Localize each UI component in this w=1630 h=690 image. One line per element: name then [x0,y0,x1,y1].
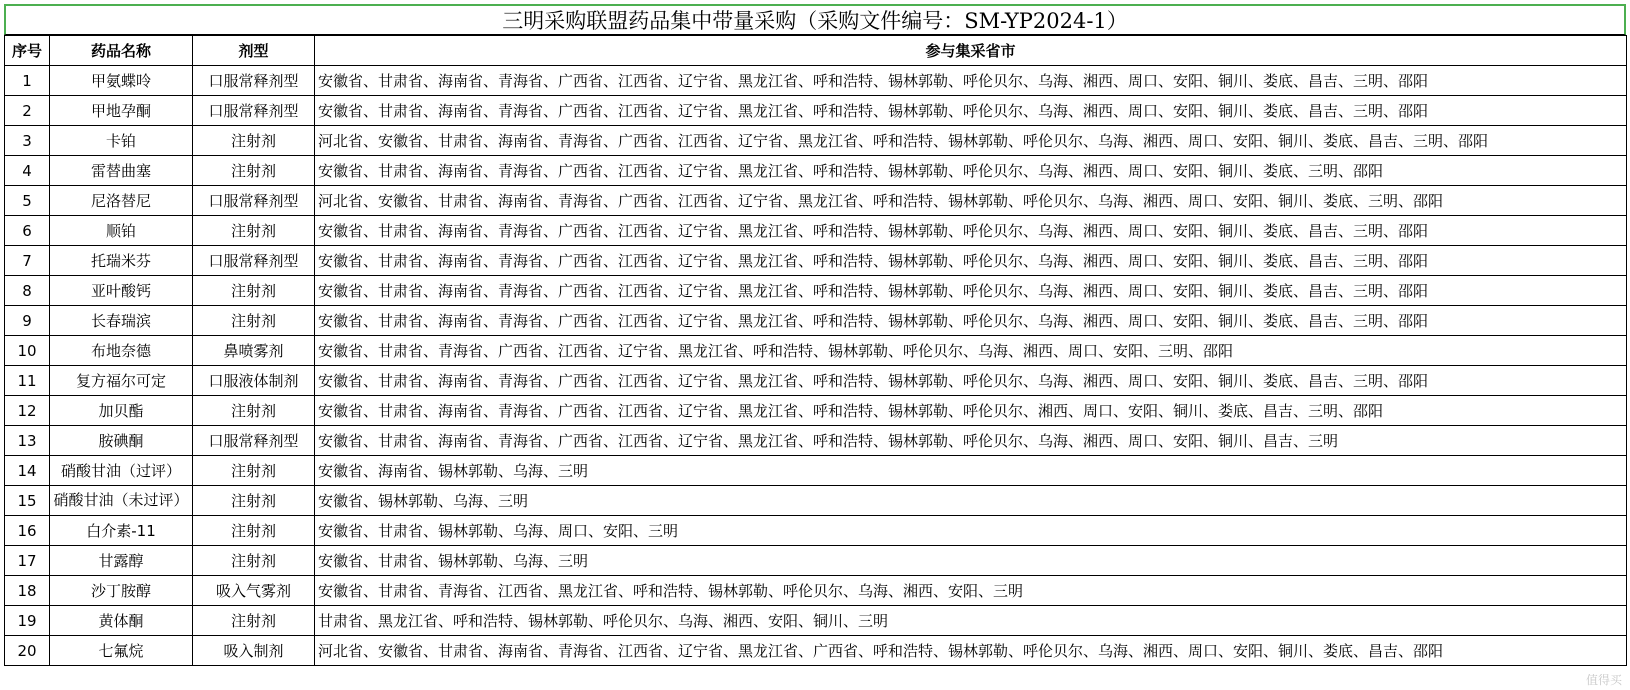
cell-no[interactable]: 18 [5,576,50,606]
cell-no[interactable]: 20 [5,636,50,666]
cell-no[interactable]: 13 [5,426,50,456]
cell-no[interactable]: 9 [5,306,50,336]
cell-drug-name[interactable]: 长春瑞滨 [50,306,193,336]
cell-no[interactable]: 12 [5,396,50,426]
table-row [5,366,1627,396]
cell-dosage-form[interactable]: 注射剂 [193,306,315,336]
sheet-title[interactable]: 三明采购联盟药品集中带量采购（采购文件编号：SM-YP2024-1） [4,4,1626,35]
cell-regions[interactable]: 安徽省、甘肃省、海南省、青海省、广西省、江西省、辽宁省、黑龙江省、呼和浩特、锡林郭勒、呼伦贝尔、乌海、湘西、周口、安阳、铜川、昌吉、三明 [315,426,1627,456]
table-row [5,456,1627,486]
cell-drug-name[interactable]: 黄体酮 [50,606,193,636]
cell-no[interactable]: 7 [5,246,50,276]
table-row [5,306,1627,336]
cell-dosage-form[interactable]: 注射剂 [193,126,315,156]
cell-no[interactable]: 3 [5,126,50,156]
cell-regions[interactable]: 安徽省、甘肃省、青海省、广西省、江西省、辽宁省、黑龙江省、呼和浩特、锡林郭勒、呼伦贝尔、乌海、湘西、周口、安阳、三明、邵阳 [315,336,1627,366]
cell-dosage-form[interactable]: 口服常释剂型 [193,186,315,216]
cell-dosage-form[interactable]: 注射剂 [193,216,315,246]
cell-regions[interactable]: 安徽省、甘肃省、青海省、江西省、黑龙江省、呼和浩特、锡林郭勒、呼伦贝尔、乌海、湘西、安阳、三明 [315,576,1627,606]
cell-drug-name[interactable]: 硝酸甘油（未过评） [50,486,193,516]
cell-dosage-form[interactable]: 口服液体制剂 [193,366,315,396]
table-row [5,636,1627,666]
cell-regions[interactable]: 河北省、安徽省、甘肃省、海南省、青海省、广西省、江西省、辽宁省、黑龙江省、呼和浩特、锡林郭勒、呼伦贝尔、乌海、湘西、周口、安阳、铜川、娄底、昌吉、三明、邵阳 [315,126,1627,156]
cell-dosage-form[interactable]: 注射剂 [193,276,315,306]
cell-no[interactable]: 14 [5,456,50,486]
watermark: 值得买 [1585,673,1622,687]
cell-no[interactable]: 19 [5,606,50,636]
cell-dosage-form[interactable]: 鼻喷雾剂 [193,336,315,366]
cell-drug-name[interactable]: 雷替曲塞 [50,156,193,186]
table-row [5,336,1627,366]
cell-regions[interactable]: 河北省、安徽省、甘肃省、海南省、青海省、广西省、江西省、辽宁省、黑龙江省、呼和浩特、锡林郭勒、呼伦贝尔、乌海、湘西、周口、安阳、铜川、娄底、三明、邵阳 [315,186,1627,216]
cell-regions[interactable]: 河北省、安徽省、甘肃省、海南省、青海省、江西省、辽宁省、黑龙江省、广西省、呼和浩特、锡林郭勒、呼伦贝尔、乌海、湘西、周口、安阳、铜川、娄底、昌吉、邵阳 [315,636,1627,666]
table-row [5,156,1627,186]
table-row [5,96,1627,126]
cell-dosage-form[interactable]: 注射剂 [193,606,315,636]
cell-no[interactable]: 16 [5,516,50,546]
cell-no[interactable]: 1 [5,66,50,96]
cell-no[interactable]: 5 [5,186,50,216]
cell-regions[interactable]: 安徽省、锡林郭勒、乌海、三明 [315,486,1627,516]
header-dosage-form[interactable]: 剂型 [193,36,315,66]
cell-drug-name[interactable]: 胺碘酮 [50,426,193,456]
cell-regions[interactable]: 安徽省、甘肃省、海南省、青海省、广西省、江西省、辽宁省、黑龙江省、呼和浩特、锡林郭勒、呼伦贝尔、乌海、湘西、周口、安阳、铜川、娄底、昌吉、三明、邵阳 [315,366,1627,396]
cell-no[interactable]: 17 [5,546,50,576]
cell-drug-name[interactable]: 加贝酯 [50,396,193,426]
header-row [5,36,1627,66]
cell-dosage-form[interactable]: 注射剂 [193,486,315,516]
cell-dosage-form[interactable]: 注射剂 [193,396,315,426]
cell-dosage-form[interactable]: 注射剂 [193,156,315,186]
cell-dosage-form[interactable]: 注射剂 [193,546,315,576]
cell-dosage-form[interactable]: 口服常释剂型 [193,96,315,126]
cell-drug-name[interactable]: 白介素-11 [50,516,193,546]
cell-no[interactable]: 11 [5,366,50,396]
cell-regions[interactable]: 安徽省、甘肃省、海南省、青海省、广西省、江西省、辽宁省、黑龙江省、呼和浩特、锡林郭勒、呼伦贝尔、乌海、湘西、周口、安阳、铜川、娄底、昌吉、三明、邵阳 [315,276,1627,306]
cell-dosage-form[interactable]: 口服常释剂型 [193,426,315,456]
cell-drug-name[interactable]: 甘露醇 [50,546,193,576]
cell-dosage-form[interactable]: 吸入制剂 [193,636,315,666]
cell-no[interactable]: 6 [5,216,50,246]
cell-regions[interactable]: 安徽省、甘肃省、海南省、青海省、广西省、江西省、辽宁省、黑龙江省、呼和浩特、锡林郭勒、呼伦贝尔、乌海、湘西、周口、安阳、铜川、娄底、昌吉、三明、邵阳 [315,66,1627,96]
cell-drug-name[interactable]: 布地奈德 [50,336,193,366]
cell-dosage-form[interactable]: 口服常释剂型 [193,66,315,96]
header-no[interactable]: 序号 [5,36,50,66]
cell-dosage-form[interactable]: 口服常释剂型 [193,246,315,276]
cell-drug-name[interactable]: 复方福尔可定 [50,366,193,396]
cell-no[interactable]: 4 [5,156,50,186]
cell-regions[interactable]: 安徽省、甘肃省、海南省、青海省、广西省、江西省、辽宁省、黑龙江省、呼和浩特、锡林郭勒、呼伦贝尔、乌海、湘西、周口、安阳、铜川、娄底、昌吉、三明、邵阳 [315,216,1627,246]
table-row [5,486,1627,516]
cell-regions[interactable]: 安徽省、甘肃省、海南省、青海省、广西省、江西省、辽宁省、黑龙江省、呼和浩特、锡林郭勒、呼伦贝尔、湘西、周口、安阳、铜川、娄底、昌吉、三明、邵阳 [315,396,1627,426]
cell-regions[interactable]: 安徽省、甘肃省、海南省、青海省、广西省、江西省、辽宁省、黑龙江省、呼和浩特、锡林郭勒、呼伦贝尔、乌海、湘西、周口、安阳、铜川、娄底、昌吉、三明、邵阳 [315,96,1627,126]
cell-no[interactable]: 8 [5,276,50,306]
cell-no[interactable]: 2 [5,96,50,126]
table-row [5,216,1627,246]
cell-drug-name[interactable]: 甲氨蝶呤 [50,66,193,96]
cell-drug-name[interactable]: 卡铂 [50,126,193,156]
cell-no[interactable]: 10 [5,336,50,366]
cell-dosage-form[interactable]: 注射剂 [193,516,315,546]
table-row [5,576,1627,606]
procurement-table [4,35,1627,666]
header-regions[interactable]: 参与集采省市 [315,36,1627,66]
table-row [5,396,1627,426]
cell-regions[interactable]: 甘肃省、黑龙江省、呼和浩特、锡林郭勒、呼伦贝尔、乌海、湘西、安阳、铜川、三明 [315,606,1627,636]
cell-regions[interactable]: 安徽省、甘肃省、海南省、青海省、广西省、江西省、辽宁省、黑龙江省、呼和浩特、锡林郭勒、呼伦贝尔、乌海、湘西、周口、安阳、铜川、娄底、三明、邵阳 [315,156,1627,186]
cell-drug-name[interactable]: 顺铂 [50,216,193,246]
header-drug-name[interactable]: 药品名称 [50,36,193,66]
cell-regions[interactable]: 安徽省、甘肃省、锡林郭勒、乌海、三明 [315,546,1627,576]
table-row [5,246,1627,276]
cell-drug-name[interactable]: 托瑞米芬 [50,246,193,276]
cell-drug-name[interactable]: 沙丁胺醇 [50,576,193,606]
table-row [5,186,1627,216]
table-row [5,126,1627,156]
cell-dosage-form[interactable]: 注射剂 [193,456,315,486]
cell-drug-name[interactable]: 硝酸甘油（过评） [50,456,193,486]
cell-drug-name[interactable]: 尼洛替尼 [50,186,193,216]
table-row [5,426,1627,456]
table-row [5,276,1627,306]
spreadsheet [4,4,1626,666]
table-row [5,546,1627,576]
table-row [5,66,1627,96]
table-row [5,516,1627,546]
cell-drug-name[interactable]: 七氟烷 [50,636,193,666]
table-row [5,606,1627,636]
cell-drug-name[interactable]: 亚叶酸钙 [50,276,193,306]
cell-regions[interactable]: 安徽省、海南省、锡林郭勒、乌海、三明 [315,456,1627,486]
cell-regions[interactable]: 安徽省、甘肃省、锡林郭勒、乌海、周口、安阳、三明 [315,516,1627,546]
cell-no[interactable]: 15 [5,486,50,516]
cell-regions[interactable]: 安徽省、甘肃省、海南省、青海省、广西省、江西省、辽宁省、黑龙江省、呼和浩特、锡林郭勒、呼伦贝尔、乌海、湘西、周口、安阳、铜川、娄底、昌吉、三明、邵阳 [315,306,1627,336]
cell-regions[interactable]: 安徽省、甘肃省、海南省、青海省、广西省、江西省、辽宁省、黑龙江省、呼和浩特、锡林郭勒、呼伦贝尔、乌海、湘西、周口、安阳、铜川、娄底、昌吉、三明、邵阳 [315,246,1627,276]
cell-drug-name[interactable]: 甲地孕酮 [50,96,193,126]
cell-dosage-form[interactable]: 吸入气雾剂 [193,576,315,606]
